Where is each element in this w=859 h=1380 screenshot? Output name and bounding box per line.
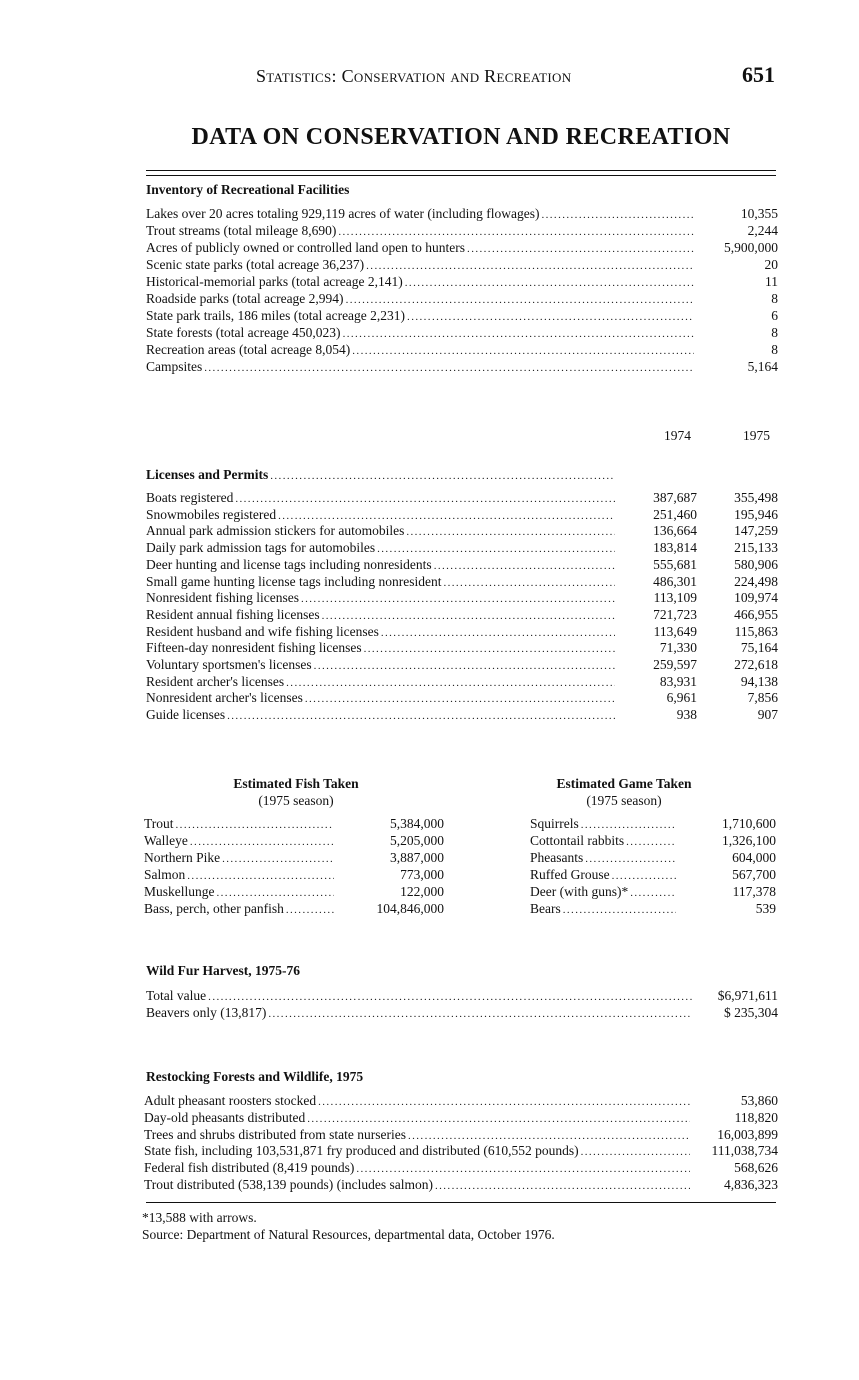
leader-dots [563,902,676,919]
row-value: 604,000 [732,850,776,865]
source-note: Source: Department of Natural Resources, departmental data, October 1976. [142,1227,555,1242]
row-label: Voluntary sportsmen's licenses [146,657,312,672]
row-label: Deer (with guns)* [530,884,629,899]
row-label: Walleye [144,833,188,848]
value-1974: 71,330 [659,640,697,656]
row-label: Adult pheasant roosters stocked [144,1093,317,1108]
row-value: 11 [765,274,778,289]
value-1975: 75,164 [740,640,778,656]
license-row [146,639,778,656]
row-value: 567,700 [732,867,776,882]
licenses-heading: Licenses and Permits [146,467,269,482]
row-label: Fifteen-day nonresident fishing licenses [146,640,362,656]
value-1975: 272,618 [734,657,778,672]
licenses-heading-row [146,466,616,483]
row-label: Bass, perch, other panfish [144,901,284,916]
game-row [530,815,776,832]
value-1975: 580,906 [734,556,778,572]
row-value: 4,836,323 [724,1177,778,1192]
row-label: Squirrels [530,816,579,831]
value-1975: 115,863 [734,623,778,639]
game-heading: Estimated Game Taken [556,776,692,791]
row-label: Beavers only (13,817) [146,1004,267,1020]
license-row [146,489,778,506]
row-value: 539 [755,901,776,916]
row-label: Trout distributed (538,139 pounds) (includes salmon) [144,1177,433,1192]
value-1975: 94,138 [740,673,778,689]
value-1974: 183,814 [653,540,697,556]
row-label: Pheasants [530,850,584,865]
row-label: State forests (total acreage 450,023) [146,325,341,340]
row-label: Trout [144,816,174,831]
row-value: 8 [771,325,778,340]
row-label: Northern Pike [144,850,221,865]
game-subheading: (1975 season) [586,793,662,808]
row-label: Recreation areas (total acreage 8,054) [146,342,351,357]
row-label: Resident husband and wife fishing licenses [146,623,379,639]
title-rule-bottom [146,175,776,176]
row-label: Acres of publicly owned or controlled land open to hunters [146,240,466,255]
year-1975-header: 1975 [743,428,770,443]
fish-row [144,883,444,900]
row-value: $6,971,611 [717,988,778,1003]
game-row [530,900,776,917]
row-label: Boats registered [146,490,234,505]
inventory-row [146,290,778,307]
footnote-rule [146,1202,776,1203]
value-1975: 466,955 [734,606,778,622]
row-label: Small game hunting license tags including nonresident [146,573,442,589]
row-value: 5,164 [747,359,778,374]
row-label: Nonresident fishing licenses [146,590,299,606]
value-1974: 486,301 [653,573,697,589]
row-value: 8 [771,291,778,306]
row-label: Bears [530,901,561,916]
row-value: 6 [771,308,778,323]
title-rule-top [146,170,776,171]
license-row [146,506,778,523]
row-value: 10,355 [740,206,778,221]
inventory-row [146,205,778,222]
row-value: 773,000 [400,867,444,882]
leader-dots [435,1178,690,1195]
restocking-row [144,1142,778,1159]
value-1975: 7,856 [747,690,778,706]
row-label: Roadside parks (total acreage 2,994) [146,291,344,306]
license-row [146,606,778,623]
license-row [146,673,778,690]
value-1974: 113,649 [653,623,697,639]
inventory-row [146,239,778,256]
restocking-row [144,1176,778,1193]
inventory-heading: Inventory of Recreational Facilities [146,182,350,197]
value-1974: 251,460 [653,506,697,522]
row-label: Scenic state parks (total acreage 36,237) [146,257,365,272]
license-row [146,623,778,640]
leader-dots [270,468,614,485]
inventory-row [146,341,778,358]
row-value: 16,003,899 [717,1126,778,1142]
inventory-row [146,273,778,290]
license-row [146,656,778,673]
fish-row [144,900,444,917]
row-label: Historical-memorial parks (total acreage 2,141) [146,274,403,289]
row-label: State park trails, 186 miles (total acreage 2,231) [146,308,406,323]
leader-dots [204,360,694,377]
row-value: 8 [771,342,778,357]
row-label: Muskellunge [144,884,215,899]
restocking-row [144,1126,778,1143]
page-title: DATA ON CONSERVATION AND RECREATION [191,124,731,150]
fish-row [144,815,444,832]
license-row [146,573,778,590]
value-1974: 387,687 [653,490,697,505]
row-value: 568,626 [734,1160,778,1176]
fish-row [144,866,444,883]
row-label: State fish, including 103,531,871 fry produced and distributed (610,552 pounds) [144,1143,579,1159]
value-1974: 113,109 [653,590,697,606]
row-label: Total value [146,988,207,1003]
value-1974: 136,664 [653,523,697,539]
inventory-row [146,256,778,273]
leader-dots [286,902,334,919]
restocking-row [144,1159,778,1176]
row-label: Day-old pheasants distributed [144,1109,306,1125]
value-1974: 721,723 [653,606,697,622]
value-1974: 938 [676,707,697,723]
fur-row [146,987,778,1004]
game-row [530,883,776,900]
inventory-row [146,358,778,375]
inventory-row [146,324,778,341]
row-label: Cottontail rabbits [530,833,625,848]
value-1975: 907 [757,707,778,723]
fur-row [146,1004,778,1021]
row-label: Snowmobiles registered [146,506,277,522]
year-1974-header: 1974 [664,428,691,443]
row-label: Guide licenses [146,707,226,723]
row-label: Federal fish distributed (8,419 pounds) [144,1160,355,1176]
row-label: Trees and shrubs distributed from state nurseries [144,1126,406,1142]
row-value: 3,887,000 [390,850,444,865]
row-label: Salmon [144,867,186,882]
license-row [146,539,778,556]
row-value: 5,900,000 [724,240,778,255]
value-1974: 555,681 [653,556,697,572]
row-value: 5,384,000 [390,816,444,831]
row-value: 20 [764,257,778,272]
row-label: Annual park admission stickers for automobiles [146,523,405,539]
restocking-row [144,1109,778,1126]
row-value: 111,038,734 [711,1143,778,1159]
value-1975: 224,498 [734,573,778,589]
row-value: 118,820 [734,1109,778,1125]
row-label: Daily park admission tags for automobiles [146,540,376,556]
row-label: Lakes over 20 acres totaling 929,119 acres of water (including flowages) [146,206,540,221]
row-label: Nonresident archer's licenses [146,690,303,706]
restocking-row [144,1092,778,1109]
value-1974: 6,961 [666,690,697,706]
leader-dots [268,1006,692,1023]
license-row [146,689,778,706]
license-row [146,556,778,573]
row-label: Resident annual fishing licenses [146,606,320,622]
row-value: 1,326,100 [722,833,776,848]
value-1975: 147,259 [734,523,778,539]
row-value: 5,205,000 [390,833,444,848]
fish-subheading: (1975 season) [258,793,334,808]
footnote-asterisk: *13,588 with arrows. [142,1210,257,1225]
value-1975: 195,946 [734,506,778,522]
game-row [530,832,776,849]
row-label: Ruffed Grouse [530,867,610,882]
row-label: Deer hunting and license tags including nonresidents [146,556,432,572]
running-head: Statistics: Conservation and Recreation [256,66,572,86]
game-row [530,866,776,883]
inventory-row [146,307,778,324]
fish-heading: Estimated Fish Taken [233,776,359,791]
row-value: 53,860 [740,1093,778,1108]
fish-row [144,849,444,866]
row-label: Campsites [146,359,203,374]
page-number: 651 [742,62,775,87]
leader-dots [227,708,615,725]
row-label: Trout streams (total mileage 8,690) [146,223,337,238]
license-row [146,706,778,723]
value-1975: 355,498 [734,490,778,505]
license-row [146,522,778,539]
value-1975: 109,974 [734,590,778,606]
row-value: 122,000 [400,884,444,899]
row-value: 117,378 [732,884,776,899]
fur-heading: Wild Fur Harvest, 1975-76 [146,963,300,978]
value-1974: 83,931 [659,673,697,689]
row-value: $ 235,304 [724,1004,778,1020]
value-1975: 215,133 [734,540,778,556]
value-1974: 259,597 [653,657,697,672]
inventory-row [146,222,778,239]
row-value: 2,244 [747,223,778,238]
row-label: Resident archer's licenses [146,673,285,689]
game-row [530,849,776,866]
restocking-heading: Restocking Forests and Wildlife, 1975 [146,1069,364,1084]
license-row [146,589,778,606]
row-value: 1,710,600 [722,816,776,831]
row-value: 104,846,000 [376,901,444,916]
fish-row [144,832,444,849]
